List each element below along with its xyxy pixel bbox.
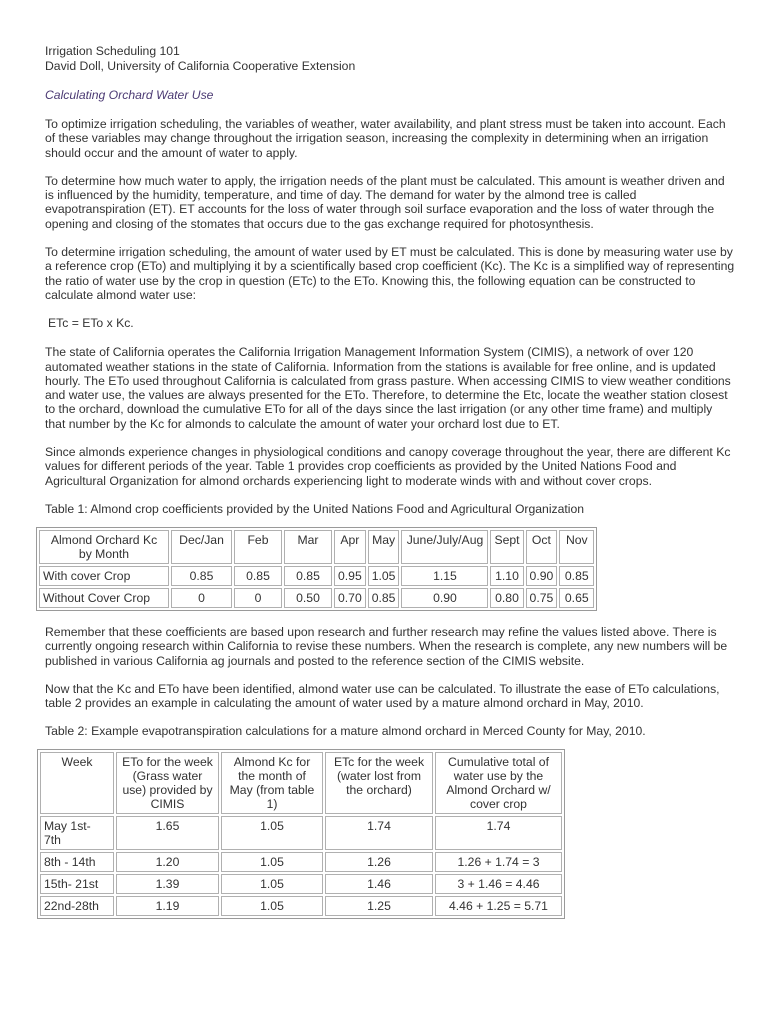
paragraph-1: To optimize irrigation scheduling, the variables of weather, water availability, and plant stress must be taken into account. Each of these variables may change throughout the irrigation season, increasing the complexity in determining when an irrigation should occur and the amount of water to apply. [45, 117, 726, 160]
table-cell: 8th - 14th [40, 852, 114, 872]
table-cell: 0 [234, 588, 282, 608]
table-header-cell: Week [40, 752, 114, 814]
table-row [40, 852, 562, 872]
paragraph-5: Since almonds experience changes in physiological conditions and canopy coverage throughout the year, there are different Kc values for different periods of the year. Table 1 provides crop coefficients as provided by the United Nations Food and Agricultural Organization for almond orchards experiencing light to moderate winds with and without cover crops. [45, 445, 731, 488]
table-header-cell: Nov [559, 530, 594, 564]
table-row [40, 874, 562, 894]
table-cell: 1.46 [325, 874, 433, 894]
table2-caption: Table 2: Example evapotranspiration calculations for a mature almond orchard in Merced County for May, 2010. [45, 724, 646, 739]
table-header-row [39, 530, 594, 564]
table-cell: 15th- 21st [40, 874, 114, 894]
table-cell: 0.85 [234, 566, 282, 586]
table-cell: 1.65 [116, 816, 219, 850]
table-cell: 1.05 [221, 896, 323, 916]
table-cell: 0.70 [334, 588, 366, 608]
table-header-cell: June/July/Aug [401, 530, 488, 564]
doc-author: David Doll, University of California Cooperative Extension [45, 59, 356, 73]
table-cell: 1.19 [116, 896, 219, 916]
table-cell: 0.95 [334, 566, 366, 586]
table-cell: 1.39 [116, 874, 219, 894]
table-cell: 1.05 [368, 566, 400, 586]
table-header-row [40, 752, 562, 814]
table-cell: 1.05 [221, 874, 323, 894]
table-cell: 22nd-28th [40, 896, 114, 916]
table-header-cell: Apr [334, 530, 366, 564]
table-header-cell: May [368, 530, 400, 564]
table-header-cell: Almond Kc for the month of May (from table 1) [221, 752, 323, 814]
table1-crop-coefficients [36, 527, 597, 611]
table-header-cell: Oct [526, 530, 558, 564]
table-row [39, 588, 594, 608]
table-cell: 1.20 [116, 852, 219, 872]
table-cell: May 1st- 7th [40, 816, 114, 850]
table-cell: 1.05 [221, 816, 323, 850]
table-cell: 3 + 1.46 = 4.46 [435, 874, 562, 894]
doc-title: Irrigation Scheduling 101 [45, 44, 180, 58]
table-cell: 0.90 [526, 566, 558, 586]
table-header-cell: Cumulative total of water use by the Almond Orchard w/ cover crop [435, 752, 562, 814]
table-cell: 0.90 [401, 588, 488, 608]
table-cell: 1.26 + 1.74 = 3 [435, 852, 562, 872]
table-row [39, 566, 594, 586]
table-cell: 0.65 [559, 588, 594, 608]
table-row [40, 816, 562, 850]
table1-caption: Table 1: Almond crop coefficients provided by the United Nations Food and Agricultural Organization [45, 501, 585, 516]
table-cell: 0.50 [284, 588, 332, 608]
table-header-cell: Almond Orchard Kc by Month [39, 530, 169, 564]
table-header-cell: Sept [490, 530, 523, 564]
equation: ETc = ETo x Kc. [48, 316, 134, 331]
paragraph-2: To determine how much water to apply, the irrigation needs of the plant must be calculated. This amount is weather driven and is influenced by the humidity, temperature, and time of day. The demand for water by the almond tree is called evapotranspiration (ET). ET accounts for the loss of water through soil surface evaporation and the loss of water through the opening and closing of the stomates that occurs due to the gas exchange required for photosynthesis. [45, 173, 725, 231]
table-cell: 1.10 [490, 566, 523, 586]
table-cell: 0.85 [559, 566, 594, 586]
table-cell: 0 [171, 588, 232, 608]
table-cell: 1.25 [325, 896, 433, 916]
document-page [45, 44, 735, 919]
table-cell: 0.85 [171, 566, 232, 586]
table-cell: 4.46 + 1.25 = 5.71 [435, 896, 562, 916]
table-header-cell: Dec/Jan [171, 530, 232, 564]
table-cell: 0.75 [526, 588, 558, 608]
table-cell: 1.74 [325, 816, 433, 850]
paragraph-7: Now that the Kc and ETo have been identified, almond water use can be calculated. To illustrate the ease of ETo calculations, table 2 provides an example in calculating the amount of water used by a mature almond orchard in May, 2010. [45, 681, 720, 711]
paragraph-4: The state of California operates the California Irrigation Management Information System (CIMIS), a network of over 120 automated weather stations in the state of California. Information from the stations is available for free online, and is updated hourly. The ETo used throughout California is calculated from grass pasture. When accessing CIMIS to view weather conditions and water use, the values are always presented for the ETo. Therefore, to determine the Etc, locate the weather station closest to the orchard, download the cumulative ETo for all of the days since the last irrigation (or any other time frame) and multiply that number by the Kc for almonds to calculate the amount of water your orchard lost due to ET. [45, 345, 731, 431]
table-cell: 0.85 [368, 588, 400, 608]
table-cell: 0.80 [490, 588, 523, 608]
table-cell: 1.74 [435, 816, 562, 850]
table-row [40, 896, 562, 916]
table-cell: 1.15 [401, 566, 488, 586]
table-cell: 1.26 [325, 852, 433, 872]
table-cell: Without Cover Crop [39, 588, 169, 608]
table-header-cell: ETo for the week (Grass water use) provided by CIMIS [116, 752, 219, 814]
table2-et-calculations [37, 749, 565, 919]
section-title: Calculating Orchard Water Use [45, 88, 214, 102]
table-cell: With cover Crop [39, 566, 169, 586]
table-cell: 0.85 [284, 566, 332, 586]
paragraph-3: To determine irrigation scheduling, the amount of water used by ET must be calculated. This is done by measuring water use by a reference crop (ETo) and multiplying it by a scientifically based crop coefficient (Kc). The Kc is a simplified way of representing the ratio of water use by the crop in question (ETc) to the ETo. Knowing this, the following equation can be constructed to calculate almond water use: [45, 245, 735, 302]
paragraph-6: Remember that these coefficients are based upon research and further research may refine the values listed above. There is currently ongoing research within California to revise these numbers. When the research is complete, any new numbers will be published in various California ag journals and posted to the reference section of the CIMIS website. [45, 624, 728, 668]
table-cell: 1.05 [221, 852, 323, 872]
table-header-cell: ETc for the week (water lost from the orchard) [325, 752, 433, 814]
table-header-cell: Mar [284, 530, 332, 564]
table-header-cell: Feb [234, 530, 282, 564]
